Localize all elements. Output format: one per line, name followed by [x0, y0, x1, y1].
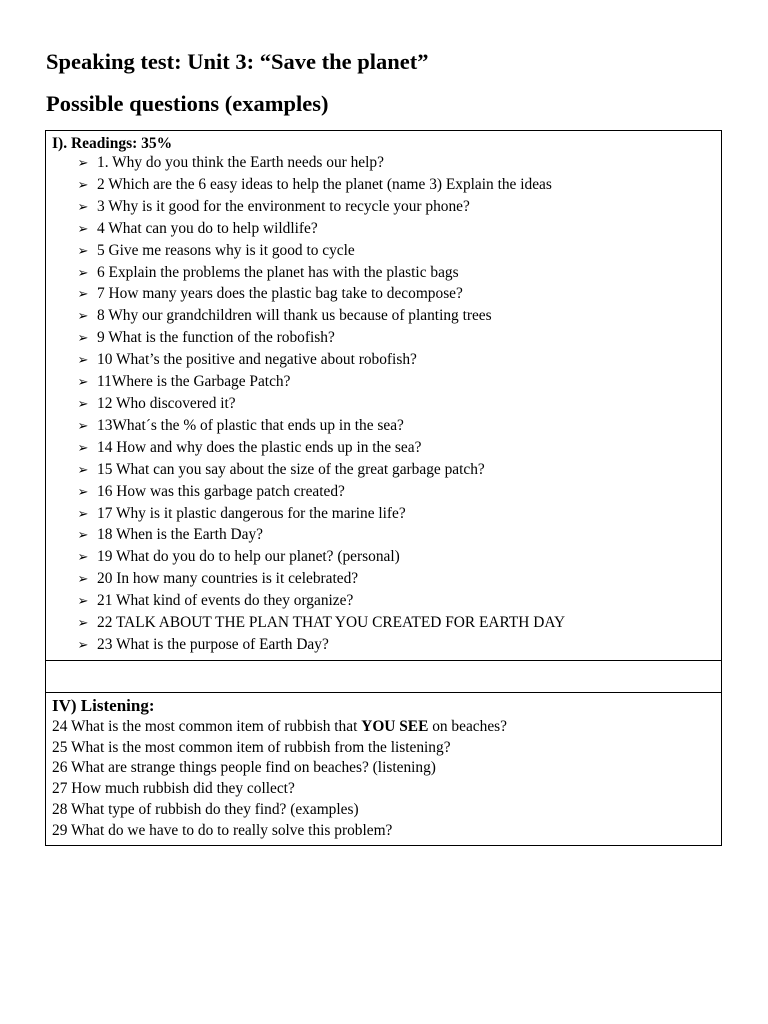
empty-cell [46, 660, 722, 692]
question-text: 24 What is the most common item of rubbish that [52, 717, 362, 735]
list-item [52, 635, 715, 657]
question-text: 14 How and why does the plastic ends up in the sea? [97, 438, 422, 456]
question-text: 23 What is the purpose of Earth Day? [97, 635, 329, 653]
arrow-bullet-icon: ➢ [77, 396, 89, 412]
list-item [52, 504, 715, 526]
arrow-bullet-icon: ➢ [77, 550, 89, 566]
list-item [52, 372, 715, 394]
arrow-bullet-icon: ➢ [77, 375, 89, 391]
question-text: 7 How many years does the plastic bag take to decompose? [97, 285, 463, 303]
question-text: 9 What is the function of the robofish? [97, 329, 335, 347]
readings-question-list [52, 153, 715, 657]
arrow-bullet-icon: ➢ [77, 199, 89, 215]
question-text: 4 What can you do to help wildlife? [97, 219, 318, 237]
listening-question-list [52, 717, 715, 842]
arrow-bullet-icon: ➢ [77, 637, 89, 653]
list-item [52, 569, 715, 591]
arrow-bullet-icon: ➢ [77, 616, 89, 632]
arrow-bullet-icon: ➢ [77, 156, 89, 171]
readings-cell [46, 131, 722, 661]
listening-heading: IV) Listening: [52, 695, 155, 715]
question-text: 18 When is the Earth Day? [97, 526, 263, 544]
list-item [52, 482, 715, 504]
arrow-bullet-icon: ➢ [77, 309, 89, 325]
list-item [52, 197, 715, 219]
question-text: 15 What can you say about the size of the great garbage patch? [97, 460, 485, 478]
list-item: 28 What type of rubbish do they find? (examples) [52, 801, 359, 819]
list-item [52, 328, 715, 350]
questions-table [45, 130, 722, 846]
question-text: 12 Who discovered it? [97, 394, 236, 412]
question-text: 16 How was this garbage patch created? [97, 482, 345, 500]
list-item: 26 What are strange things people find on beaches? (listening) [52, 759, 436, 777]
list-item [52, 350, 715, 372]
page-subtitle: Possible questions (examples) [46, 91, 329, 116]
list-item: 25 What is the most common item of rubbish from the listening? [52, 738, 451, 756]
list-item: 29 What do we have to do to really solve this problem? [52, 821, 393, 839]
list-item [52, 613, 715, 635]
arrow-bullet-icon: ➢ [77, 221, 89, 237]
list-item [52, 153, 715, 175]
list-item: 27 How much rubbish did they collect? [52, 780, 295, 798]
question-text: 3 Why is it good for the environment to recycle your phone? [97, 197, 470, 215]
arrow-bullet-icon: ➢ [77, 243, 89, 259]
table-row [46, 131, 722, 661]
listening-cell [46, 692, 722, 845]
question-text: 21 What kind of events do they organize? [97, 592, 354, 610]
arrow-bullet-icon: ➢ [77, 287, 89, 303]
list-item [52, 547, 715, 569]
table-row [46, 660, 722, 692]
emphasis-text: YOU SEE [361, 717, 429, 735]
list-item [52, 591, 715, 613]
arrow-bullet-icon: ➢ [77, 572, 89, 588]
arrow-bullet-icon: ➢ [77, 177, 89, 193]
page-title: Speaking test: Unit 3: “Save the planet” [46, 49, 429, 74]
list-item [52, 219, 715, 241]
list-item [52, 416, 715, 438]
question-text: 6 Explain the problems the planet has with the plastic bags [97, 263, 459, 281]
list-item [52, 306, 715, 328]
list-item [52, 438, 715, 460]
question-text: 10 What’s the positive and negative about robofish? [97, 351, 417, 369]
question-text: on beaches? [428, 717, 507, 735]
arrow-bullet-icon: ➢ [77, 484, 89, 500]
question-text: 13What´s the % of plastic that ends up in the sea? [97, 416, 404, 434]
question-text: 8 Why our grandchildren will thank us because of planting trees [97, 307, 492, 325]
question-text: 20 In how many countries is it celebrated? [97, 570, 359, 588]
arrow-bullet-icon: ➢ [77, 594, 89, 610]
list-item [52, 394, 715, 416]
question-text: 11Where is the Garbage Patch? [97, 373, 291, 391]
list-item [52, 263, 715, 285]
question-text: 17 Why is it plastic dangerous for the marine life? [97, 504, 406, 522]
question-text: 1. Why do you think the Earth needs our help? [97, 154, 384, 171]
question-text: 19 What do you do to help our planet? (personal) [97, 548, 400, 566]
arrow-bullet-icon: ➢ [77, 462, 89, 478]
table-row [46, 692, 722, 845]
list-item [52, 175, 715, 197]
list-item [52, 241, 715, 263]
question-text: 2 Which are the 6 easy ideas to help the planet (name 3) Explain the ideas [97, 175, 552, 193]
arrow-bullet-icon: ➢ [77, 506, 89, 522]
list-item [52, 460, 715, 482]
question-text: 5 Give me reasons why is it good to cycle [97, 241, 355, 259]
listening-question-24 [52, 717, 715, 738]
arrow-bullet-icon: ➢ [77, 528, 89, 544]
arrow-bullet-icon: ➢ [77, 331, 89, 347]
readings-heading: I). Readings: 35% [52, 135, 173, 152]
arrow-bullet-icon: ➢ [77, 353, 89, 369]
question-text: 22 TALK ABOUT THE PLAN THAT YOU CREATED FOR EARTH DAY [97, 614, 566, 632]
list-item [52, 525, 715, 547]
list-item [52, 284, 715, 306]
arrow-bullet-icon: ➢ [77, 265, 89, 281]
arrow-bullet-icon: ➢ [77, 440, 89, 456]
arrow-bullet-icon: ➢ [77, 418, 89, 434]
